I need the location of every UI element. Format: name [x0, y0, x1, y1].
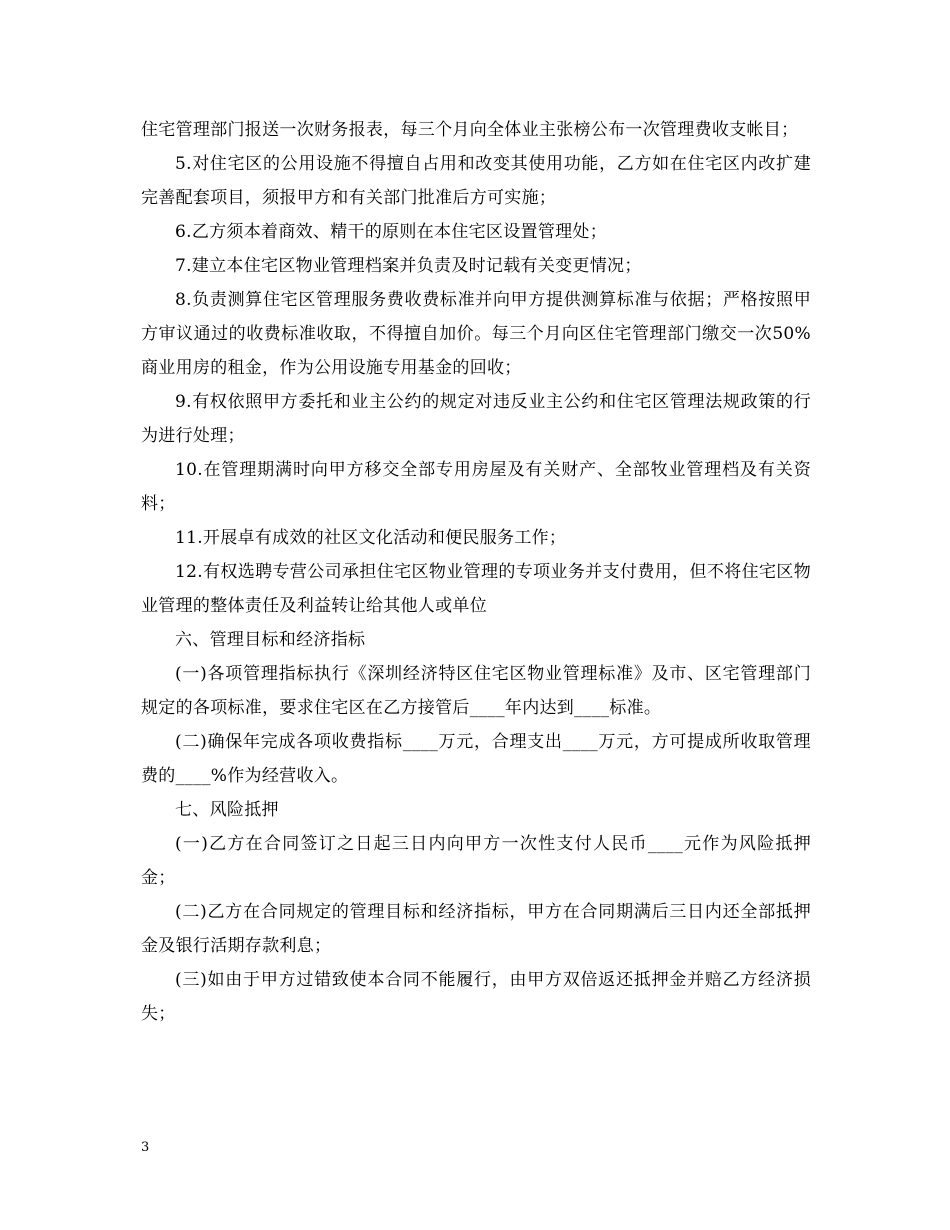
section-heading-6: 六、管理目标和经济指标: [175, 630, 366, 650]
paragraph-continuation: 住宅管理部门报送一次财务报表，每三个月向全体业主张榜公布一次管理费收支帐目；: [141, 120, 799, 140]
paragraph-item-5: 5.对住宅区的公用设施不得擅自占用和改变其使用功能，乙方如在住宅区内改扩建完善配套项目，须报甲方和有关部门批准后方可实施；: [141, 154, 811, 208]
document-body: [141, 113, 811, 1031]
paragraph-6-2: (二)确保年完成各项收费指标____万元，合理支出____万元，方可提成所收取管理费的____%作为经营收入。: [141, 732, 811, 786]
paragraph-item-12: 12.有权选聘专营公司承担住宅区物业管理的专项业务并支付费用，但不将住宅区物业管理的整体责任及利益转让给其他人或单位: [141, 562, 811, 616]
section-heading-7: 七、风险抵押: [175, 800, 279, 820]
paragraph-item-9: 9.有权依照甲方委托和业主公约的规定对违反业主公约和住宅区管理法规政策的行为进行处理；: [141, 392, 811, 446]
paragraph-6-1: (一)各项管理指标执行《深圳经济特区住宅区物业管理标准》及市、区宅管理部门规定的各项标准，要求住宅区在乙方接管后____年内达到____标准。: [141, 664, 811, 718]
paragraph-item-8: 8.负责测算住宅区管理服务费收费标准并向甲方提供测算标准与依据；严格按照甲方审议通过的收费标准收取，不得擅自加价。每三个月向区住宅管理部门缴交一次50%商业用房的租金，作为公用设施专用基金的回收；: [141, 290, 811, 378]
paragraph-7-1: (一)乙方在合同签订之日起三日内向甲方一次性支付人民币____元作为风险抵押金；: [141, 834, 811, 888]
paragraph-7-2: (二)乙方在合同规定的管理目标和经济指标，甲方在合同期满后三日内还全部抵押金及银行活期存款利息；: [141, 902, 811, 956]
page-number: 3: [141, 1140, 150, 1155]
paragraph-item-11: 11.开展卓有成效的社区文化活动和便民服务工作；: [175, 528, 567, 548]
paragraph-item-7: 7.建立本住宅区物业管理档案并负责及时记载有关变更情况；: [175, 256, 642, 276]
paragraph-item-10: 10.在管理期满时向甲方移交全部专用房屋及有关财产、全部牧业管理档及有关资料；: [141, 460, 811, 514]
paragraph-7-3: (三)如由于甲方过错致使本合同不能履行，由甲方双倍返还抵押金并赔乙方经济损失；: [141, 970, 811, 1024]
paragraph-item-6: 6.乙方须本着商效、精干的原则在本住宅区设置管理处；: [175, 222, 608, 242]
